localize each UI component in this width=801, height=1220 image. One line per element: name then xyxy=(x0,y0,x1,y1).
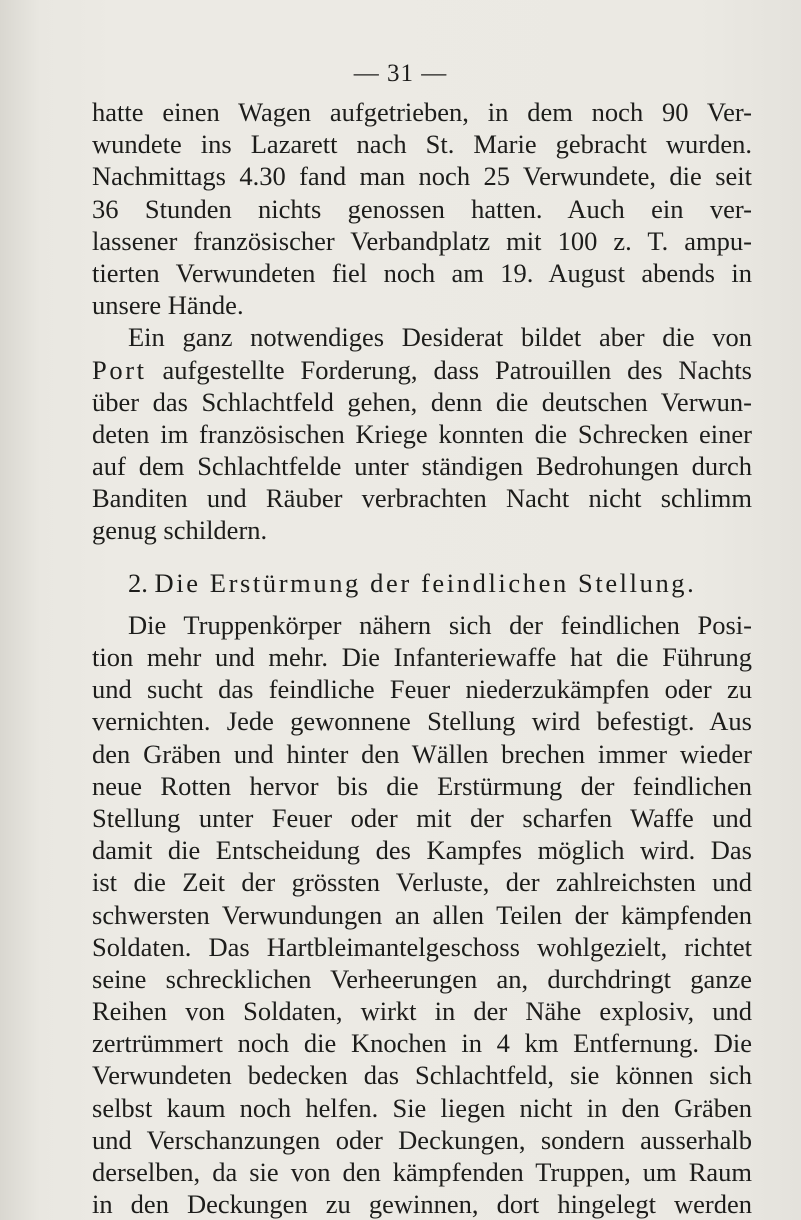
text-line: deten im französischen Kriege konnten die Schrecken einer xyxy=(92,418,752,449)
text-line: 36 Stunden nichts genossen hatten. Auch ein ver- xyxy=(92,193,752,224)
text-line: ist die Zeit der grössten Verluste, der zahlreichsten und xyxy=(92,867,752,898)
text-line: den Gräben und hinter den Wällen brechen immer wieder xyxy=(92,738,752,769)
author-name: Port xyxy=(92,354,147,385)
section-heading xyxy=(92,567,752,599)
text-line: schwersten Verwundungen an allen Teilen der kämpfenden xyxy=(92,899,752,930)
text-line: wundete ins Lazarett nach St. Marie gebracht wurden. xyxy=(92,129,752,160)
text-line: selbst kaum noch helfen. Sie liegen nicht in den Gräben xyxy=(92,1092,752,1123)
text-line: zertrümmert noch die Knochen in 4 km Entfernung. Die xyxy=(92,1028,752,1059)
text-line-rest: aufgestellte Forderung, dass Patrouillen des Nachts xyxy=(146,354,752,385)
text-line: lassener französischer Verbandplatz mit 100 z. T. ampu- xyxy=(92,225,752,256)
text-line: Reihen von Soldaten, wirkt in der Nähe explosiv, und xyxy=(92,996,752,1027)
text-line: derselben, da sie von den kämpfenden Truppen, um Raum xyxy=(92,1157,752,1187)
text-line: auf dem Schlachtfelde unter ständigen Bedrohungen durch xyxy=(92,451,752,482)
text-line: unsere Hände. xyxy=(92,290,244,321)
text-line: tierten Verwundeten fiel noch am 19. August abends in xyxy=(92,257,752,288)
text-line: Banditen und Räuber verbrachten Nacht nicht schlimm xyxy=(92,483,752,514)
text-line: Ein ganz notwendiges Desiderat bildet aber die von xyxy=(128,322,752,353)
text-line: hatte einen Wagen aufgetrieben, in dem noch 90 Ver- xyxy=(92,97,752,127)
text-line: damit die Entscheidung des Kampfes möglich wird. Das xyxy=(92,835,752,866)
body-text xyxy=(92,96,752,1220)
text-line xyxy=(92,354,752,386)
text-line: Die Truppenkörper nähern sich der feindlichen Posi- xyxy=(128,609,752,640)
text-line: neue Rotten hervor bis die Erstürmung der feindlichen xyxy=(92,770,752,801)
text-line: über das Schlachtfeld gehen, denn die deutschen Verwun- xyxy=(92,386,752,417)
paragraph-1 xyxy=(92,96,752,321)
text-line: in den Deckungen zu gewinnen, dort hingelegt werden xyxy=(92,1189,752,1220)
text-line: Verwundeten bedecken das Schlachtfeld, sie können sich xyxy=(92,1060,752,1091)
text-line: Stellung unter Feuer oder mit der scharfen Waffe und xyxy=(92,802,752,833)
heading-gap xyxy=(92,599,752,609)
text-line: Soldaten. Das Hartbleimantelgeschoss wohlgezielt, richtet xyxy=(92,931,752,962)
text-line: genug schildern. xyxy=(92,515,268,546)
text-line: Nachmittags 4.30 fand man noch 25 Verwundete, die seit xyxy=(92,161,752,192)
paragraph-3 xyxy=(92,609,752,1220)
paragraph-2 xyxy=(92,321,752,546)
text-line: tion mehr und mehr. Die Infanteriewaffe hat die Führung xyxy=(92,642,752,672)
section-title: Die Erstürmung der feindlichen Stellung. xyxy=(154,567,697,598)
page-number: — 31 — xyxy=(353,60,448,87)
section-gap xyxy=(92,547,752,567)
text-line: und Verschanzungen oder Deckungen, sondern ausserhalb xyxy=(92,1124,752,1155)
text-line: seine schrecklichen Verheerungen an, durchdringt ganze xyxy=(92,963,752,994)
text-line: und sucht das feindliche Feuer niederzukämpfen oder zu xyxy=(92,674,752,705)
text-line: vernichten. Jede gewonnene Stellung wird befestigt. Aus xyxy=(92,706,752,737)
section-number: 2. xyxy=(128,567,148,598)
